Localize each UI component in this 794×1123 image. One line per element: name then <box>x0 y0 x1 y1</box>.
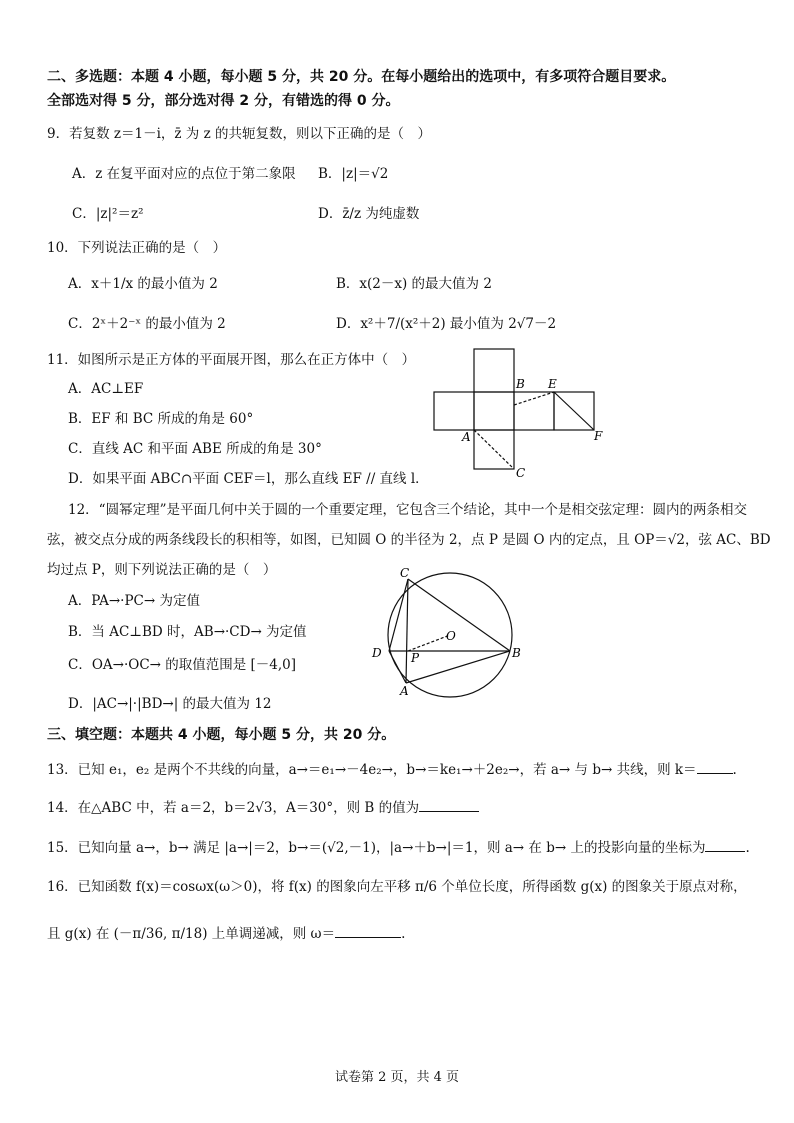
q11-option-c: C．直线 AC 和平面 ABE 所成的角是 30° <box>68 441 322 457</box>
net-square-right <box>514 392 554 430</box>
label-b: B <box>516 377 525 391</box>
label-b: B <box>512 646 521 660</box>
section-fill-title: 三、填空题：本题共 4 小题，每小题 5 分，共 20 分。 <box>47 727 396 743</box>
net-square-left <box>434 392 474 430</box>
section-multi-rule: 全部选对得 5 分，部分选对得 2 分，有错选的得 0 分。 <box>47 93 400 109</box>
segment-ef <box>554 392 594 430</box>
label-o: O <box>446 629 456 643</box>
q12-option-a: A．PA→·PC→ 为定值 <box>68 593 200 609</box>
chord-ac <box>406 579 408 683</box>
net-square-top <box>474 349 514 392</box>
q15-answer-blank[interactable] <box>705 837 745 852</box>
label-d: D <box>372 646 382 660</box>
net-square-center <box>474 392 514 430</box>
label-c: C <box>516 466 526 480</box>
label-a: A <box>462 430 471 444</box>
q16-line1: 16．已知函数 f(x)＝cosωx(ω＞0)，将 f(x) 的图象向左平移 π/6 个单位长度，所得函数 g(x) 的图象关于原点对称， <box>47 879 747 895</box>
q9-option-d: D．z̄/z 为纯虚数 <box>318 206 420 222</box>
q15-stem: 15．已知向量 a→，b→ 满足 |a→|＝2，b→＝(√2,－1)，|a→＋b→|＝1，则 a→ 在 b→ 上的投影向量的坐标为 <box>47 840 706 856</box>
segment-da <box>389 651 406 683</box>
q12-line3: 均过点 P，则下列说法正确的是（ ） <box>47 562 277 578</box>
q10-stem: 10．下列说法正确的是（ ） <box>47 240 227 256</box>
q14-text <box>47 796 479 816</box>
label-e: E <box>548 377 557 391</box>
q15-text: 15．已知向量 a→，b→ 满足 |a→|＝2，b→＝(√2,－1)，|a→＋b→|＝1，则 a→ 在 b→ 上的投影向量的坐标为 . <box>47 836 750 856</box>
circle-figure <box>368 565 528 705</box>
q9-option-c: C．|z|²＝z² <box>72 206 144 222</box>
q9-option-b: B．|z|＝√2 <box>318 166 389 182</box>
q12-line1: 12．“圆幂定理”是平面几何中关于圆的一个重要定理，它包含三个结论，其中一个是相交弦定理：圆内的两条相交 <box>68 502 747 518</box>
q12-option-b: B．当 AC⊥BD 时，AB→·CD→ 为定值 <box>68 624 307 640</box>
q14-stem: 14．在△ABC 中，若 a＝2，b＝2√3，A＝30°，则 B 的值为 <box>47 800 420 816</box>
segment-op <box>408 635 450 651</box>
q11-option-d: D．如果平面 ABC∩平面 CEF＝l，那么直线 EF // 直线 l． <box>68 471 429 487</box>
q11-option-b: B．EF 和 BC 所成的角是 60° <box>68 411 254 427</box>
q14-answer-blank[interactable] <box>419 797 479 812</box>
label-a: A <box>400 684 409 698</box>
q13-stem: 13．已知 e₁，e₂ 是两个不共线的向量，a→＝e₁→－4e₂→，b→＝ke₁→＋2e₂→，若 a→ 与 b→ 共线，则 k＝ <box>47 762 697 778</box>
segment-ac <box>474 430 514 469</box>
q9-stem: 9．若复数 z＝1－i，z̄ 为 z 的共轭复数，则以下正确的是（ ） <box>47 126 431 142</box>
cube-net-figure <box>430 345 615 480</box>
segment-be <box>514 392 554 405</box>
q10-option-b: B．x(2－x) 的最大值为 2 <box>336 276 492 292</box>
q11-stem: 11．如图所示是正方体的平面展开图，那么在正方体中（ ） <box>47 352 416 368</box>
q10-option-a: A．x＋1/x 的最小值为 2 <box>68 276 218 292</box>
section-multi-title: 二、多选题：本题 4 小题，每小题 5 分，共 20 分。在每小题给出的选项中，有多项符合题目要求。 <box>47 69 676 85</box>
q13-text: 13．已知 e₁，e₂ 是两个不共线的向量，a→＝e₁→－4e₂→，b→＝ke₁→＋2e₂→，若 a→ 与 b→ 共线，则 k＝ . <box>47 758 737 778</box>
q9-option-a: A．z 在复平面对应的点位于第二象限 <box>72 166 296 182</box>
label-f: F <box>594 429 603 443</box>
q12-option-c: C．OA→·OC→ 的取值范围是 [－4,0] <box>68 657 297 673</box>
segment-cb <box>408 579 510 651</box>
label-p: P <box>411 651 420 665</box>
q13-answer-blank[interactable] <box>697 759 733 774</box>
q16-line2-wrap: 且 g(x) 在 (－π/36, π/18) 上单调递减，则 ω＝ . <box>47 922 405 942</box>
q10-option-d: D．x²＋7/(x²＋2) 最小值为 2√7－2 <box>336 316 557 332</box>
label-c: C <box>400 566 410 580</box>
q12-line2: 弦，被交点分成的两条线段长的积相等，如图，已知圆 O 的半径为 2，点 P 是圆 O 内的定点，且 OP＝√2，弦 AC、BD <box>47 532 771 548</box>
q10-option-c: C．2ˣ＋2⁻ˣ 的最小值为 2 <box>68 316 226 332</box>
q12-option-d: D．|AC→|·|BD→| 的最大值为 12 <box>68 696 272 712</box>
page-footer: 试卷第 2 页，共 4 页 <box>334 1070 460 1085</box>
q16-answer-blank[interactable] <box>335 923 401 938</box>
q16-line2: 且 g(x) 在 (－π/36, π/18) 上单调递减，则 ω＝ <box>47 926 336 942</box>
q11-option-a: A．AC⊥EF <box>68 381 144 397</box>
